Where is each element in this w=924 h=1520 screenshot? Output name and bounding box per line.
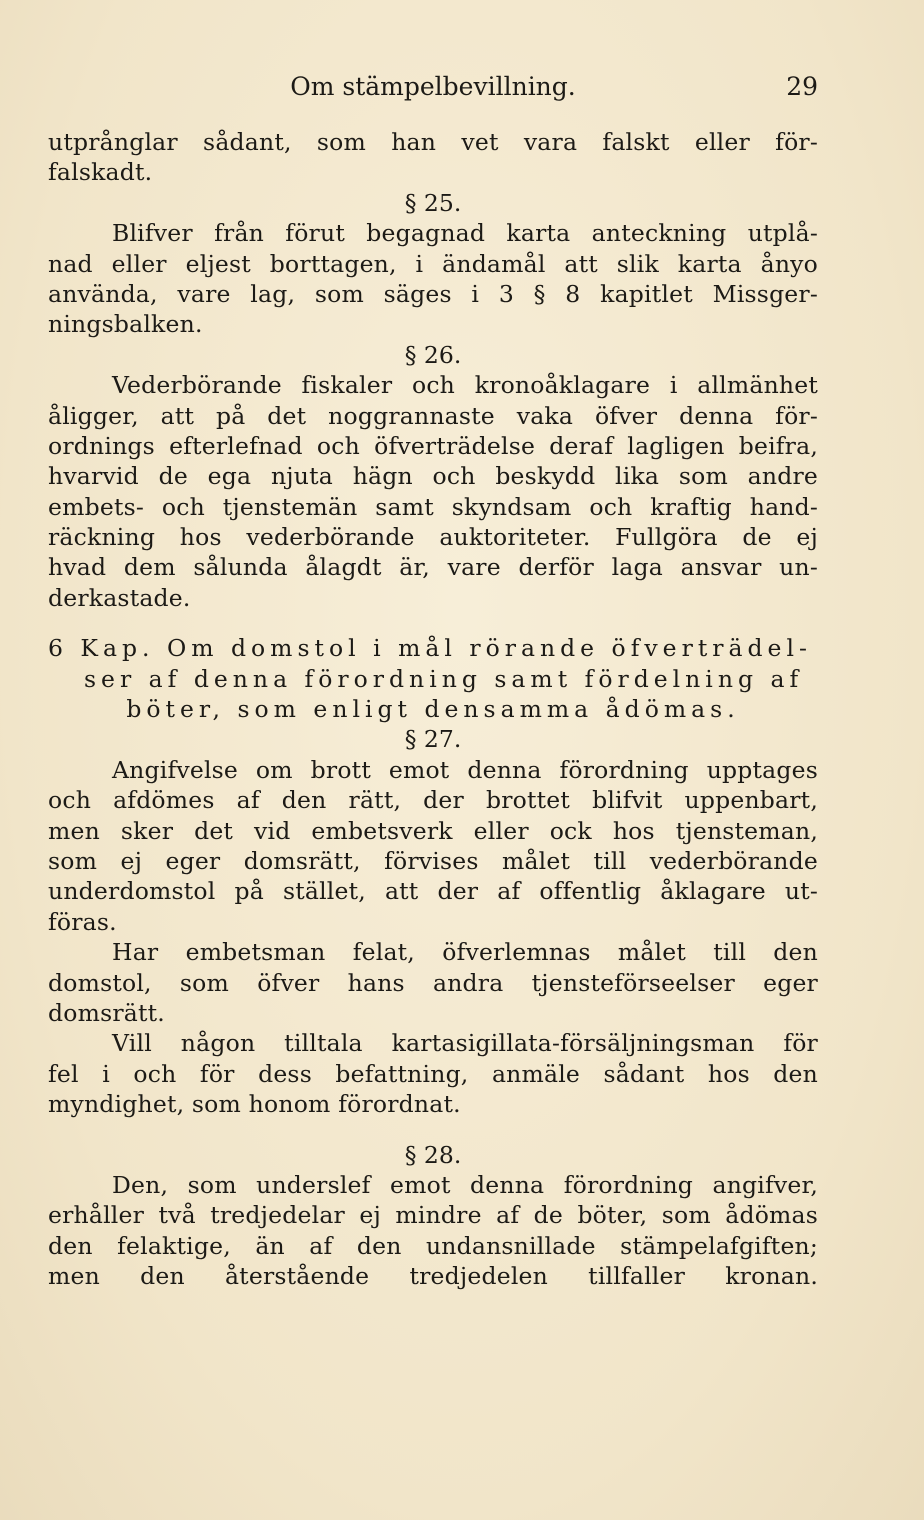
text-line: och afdömes af den rätt, der brottet blifvit uppenbart, (48, 786, 818, 815)
running-title: Om stämpelbevillning. (290, 72, 576, 101)
chapter-heading-line: 6 Kap. Om domstol i mål rörande öfverträdel- (48, 634, 812, 663)
text-line: embets- och tjenstemän samt skyndsam och kraftig hand- (48, 492, 818, 521)
chapter-heading-line: ser af denna förordning samt fördelning af (84, 664, 804, 693)
chapter-heading-line: böter, som enligt densamma ådömas. (126, 695, 740, 724)
text-line: falskadt. (48, 158, 153, 187)
text-line: ordnings efterlefnad och öfverträdelse deraf lagligen beifra, (48, 431, 818, 460)
page-number: 29 (786, 72, 818, 101)
text-line: Angifvelse om brott emot denna förordning upptages (112, 755, 818, 784)
text-line: Vill någon tilltala kartasigillata-försäljningsman för (112, 1029, 818, 1058)
text-line: derkastade. (48, 583, 191, 612)
text-line: den felaktige, än af den undansnillade stämpelafgiften; (48, 1231, 818, 1260)
text-line: hvad dem sålunda ålagdt är, vare derför laga ansvar un- (48, 553, 818, 582)
text-line: Vederbörande fiskaler och kronoåklagare i allmänhet (112, 371, 818, 400)
text-line: domsrätt. (48, 998, 165, 1027)
text-line: hvarvid de ega njuta hägn och beskydd lika som andre (48, 462, 818, 491)
section-heading-25: § 25. (404, 188, 462, 217)
spacer (48, 613, 818, 633)
section-heading-28: § 28. (404, 1140, 462, 1169)
text-line: Den, som underslef emot denna förordning angifver, (112, 1170, 818, 1199)
text-line: myndighet, som honom förordnat. (48, 1090, 461, 1119)
text-line: underdomstol på stället, att der af offentlig åklagare ut- (48, 877, 818, 906)
text-line: men den återstående tredjedelen tillfaller kronan. (48, 1262, 818, 1291)
text-line: fel i och för dess befattning, anmäle sådant hos den (48, 1059, 818, 1088)
text-line: Har embetsman felat, öfverlemnas målet till den (112, 938, 818, 967)
text-line: nad eller eljest borttagen, i ändamål att slik karta ånyo (48, 249, 818, 278)
text-line: använda, vare lag, som säges i 3 § 8 kapitlet Missger- (48, 279, 818, 308)
text-line: domstol, som öfver hans andra tjensteförseelser eger (48, 968, 818, 997)
text-line: men sker det vid embetsverk eller ock hos tjensteman, (48, 816, 818, 845)
text-line: som ej eger domsrätt, förvises målet till vederbörande (48, 846, 818, 875)
running-header (48, 72, 818, 108)
page-body (48, 127, 818, 1291)
section-heading-27: § 27. (404, 725, 462, 754)
text-line: utprånglar sådant, som han vet vara falskt eller för- (48, 128, 818, 156)
spacer (48, 1120, 818, 1140)
text-line: räckning hos vederbörande auktoriteter. Fullgöra de ej (48, 523, 818, 552)
section-heading-26: § 26. (404, 340, 462, 369)
text-line: föras. (48, 907, 117, 936)
text-line: åligger, att på det noggrannaste vaka öfver denna för- (48, 401, 818, 430)
text-line: erhåller två tredjedelar ej mindre af de böter, som ådömas (48, 1201, 818, 1230)
text-line: ningsbalken. (48, 310, 203, 339)
text-line: Blifver från förut begagnad karta anteckning utplå- (112, 219, 818, 248)
